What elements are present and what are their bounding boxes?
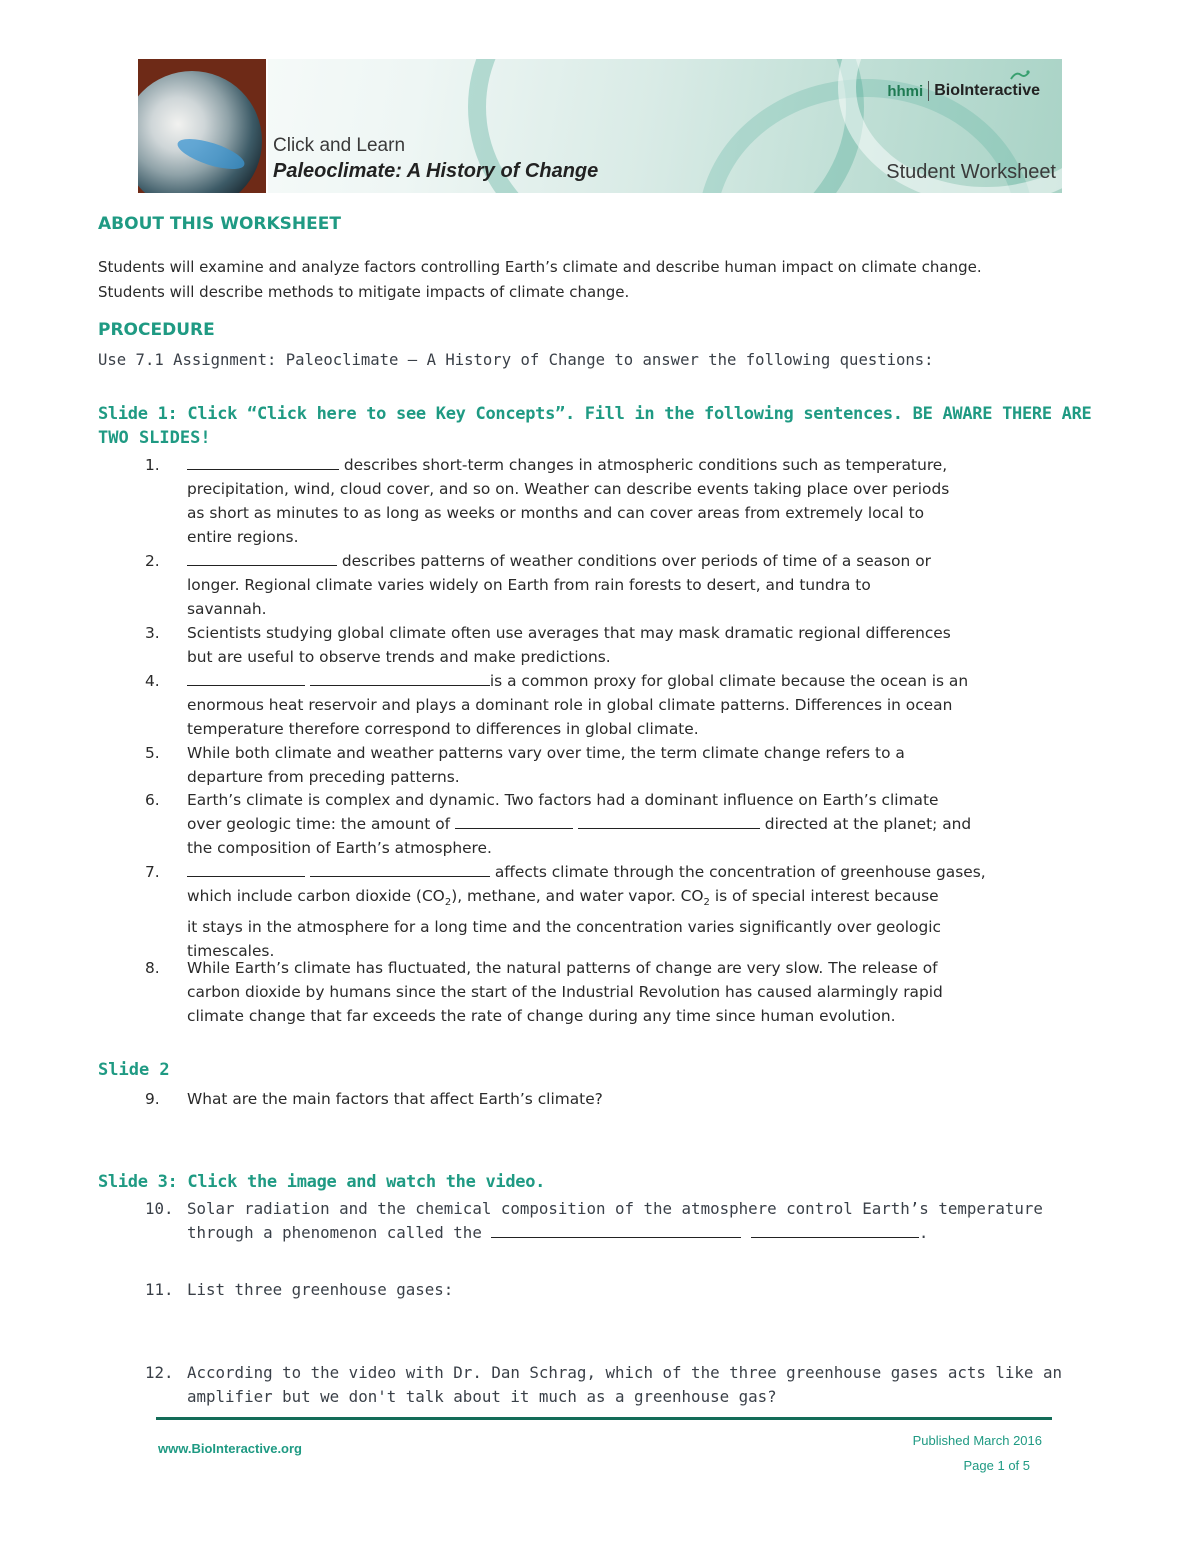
header-worksheet-title: Paleoclimate: A History of Change: [273, 160, 599, 182]
earth-globe-image: [138, 59, 266, 193]
answer-blank[interactable]: [455, 814, 573, 829]
question-text: is a common proxy for global climate because the ocean is an: [489, 672, 969, 690]
answer-blank[interactable]: [187, 671, 305, 686]
question-text: carbon dioxide by humans since the start of the Industrial Revolution has caused alarmingly rapid: [187, 983, 943, 1001]
question-text: longer. Regional climate varies widely on Earth from rain forests to desert, and tundra to: [187, 576, 871, 594]
logo-biointeractive-text: BioInteractive: [934, 82, 1040, 99]
question-text: departure from preceding patterns.: [187, 768, 460, 786]
question-text: entire regions.: [187, 528, 299, 546]
question-text: What are the main factors that affect Earth’s climate?: [187, 1090, 603, 1108]
question-text: which include carbon dioxide (CO: [187, 887, 445, 905]
answer-blank[interactable]: [187, 455, 339, 470]
question-text: over geologic time: the amount of: [187, 815, 451, 833]
question-number: 3.: [145, 624, 160, 642]
answer-blank[interactable]: [187, 551, 337, 566]
answer-blank[interactable]: [310, 671, 490, 686]
question-number: 9.: [145, 1090, 160, 1108]
lizard-icon: [1010, 69, 1030, 83]
question-text: affects climate through the concentration of greenhouse gases,: [494, 863, 986, 881]
slide2-heading: Slide 2: [98, 1060, 170, 1080]
answer-blank[interactable]: [578, 814, 760, 829]
question-number: 1.: [145, 456, 160, 474]
question-text: ), methane, and water vapor. CO: [451, 887, 704, 905]
question-text: describes short-term changes in atmospheric conditions such as temperature,: [343, 456, 948, 474]
slide1-heading-2: TWO SLIDES!: [98, 428, 211, 448]
question-text: While Earth’s climate has fluctuated, the natural patterns of change are very slow. The release of: [187, 959, 938, 977]
question-text: Scientists studying global climate often use averages that may mask dramatic regional differences: [187, 624, 951, 642]
question-number: 5.: [145, 744, 160, 762]
logo-divider: [928, 81, 929, 101]
banner-divider: [266, 59, 268, 193]
question-text: .: [918, 1223, 929, 1242]
question-number: 12.: [145, 1363, 174, 1382]
question-text: savannah.: [187, 600, 267, 618]
question-text: but are useful to observe trends and make predictions.: [187, 648, 611, 666]
slide1-heading: Slide 1: Click “Click here to see Key Concepts”. Fill in the following sentences. BE AWARE THERE ARE: [98, 404, 1092, 424]
footer-rule: [156, 1417, 1052, 1420]
question-text: amplifier but we don't talk about it much as a greenhouse gas?: [187, 1387, 777, 1406]
subscript: 2: [703, 897, 710, 909]
answer-blank[interactable]: [751, 1223, 919, 1238]
question-text: While both climate and weather patterns vary over time, the term climate change refers to a: [187, 744, 905, 762]
subscript: 2: [444, 897, 452, 909]
question-text: as short as minutes to as long as weeks or months and can cover areas from extremely local to: [187, 504, 925, 522]
about-line-1: Students will examine and analyze factors controlling Earth’s climate and describe human impact on climate change.: [98, 258, 982, 276]
question-text: timescales.: [187, 942, 275, 961]
question-text: the composition of Earth’s atmosphere.: [187, 839, 492, 857]
question-number: 2.: [145, 552, 160, 570]
question-text: describes patterns of weather conditions over periods of time of a season or: [341, 552, 931, 570]
question-text: climate change that far exceeds the rate of change during any time since human evolution.: [187, 1007, 896, 1025]
slide3-heading: Slide 3: Click the image and watch the video.: [98, 1172, 546, 1192]
question-number: 11.: [145, 1280, 174, 1299]
question-text: List three greenhouse gases:: [187, 1280, 454, 1299]
question-text: enormous heat reservoir and plays a dominant role in global climate patterns. Differences in ocean: [187, 696, 953, 714]
question-number: 8.: [145, 959, 160, 977]
about-line-2: Students will describe methods to mitigate impacts of climate change.: [98, 283, 630, 301]
footer-url[interactable]: www.BioInteractive.org: [158, 1441, 302, 1456]
question-number: 7.: [145, 863, 160, 881]
question-number: 6.: [145, 791, 160, 809]
header-student-worksheet: Student Worksheet: [886, 161, 1056, 183]
question-text: temperature therefore correspond to differences in global climate.: [187, 720, 699, 738]
question-text: precipitation, wind, cloud cover, and so on. Weather can describe events taking place over periods: [187, 480, 950, 498]
procedure-text: Use 7.1 Assignment: Paleoclimate – A History of Change to answer the following questions:: [98, 351, 934, 369]
question-text: directed at the planet; and: [764, 815, 972, 833]
footer-page-number: Page 1 of 5: [963, 1458, 1030, 1473]
procedure-heading: PROCEDURE: [98, 320, 215, 340]
question-text: According to the video with Dr. Dan Schrag, which of the three greenhouse gases acts like an: [187, 1363, 1062, 1382]
footer-published: Published March 2016: [912, 1433, 1042, 1448]
answer-blank[interactable]: [310, 862, 490, 877]
question-text: Earth’s climate is complex and dynamic. Two factors had a dominant influence on Earth’s climate: [187, 791, 939, 809]
logo-hhmi-text: hhmi: [887, 82, 924, 100]
header-series-title: Click and Learn: [273, 135, 406, 156]
header-banner: [138, 59, 1062, 193]
question-number: 10.: [145, 1199, 174, 1218]
question-number: 4.: [145, 672, 160, 690]
hhmi-biointeractive-logo: [887, 81, 1040, 101]
question-text: through a phenomenon called the: [187, 1223, 482, 1242]
answer-blank[interactable]: [491, 1223, 741, 1238]
answer-blank[interactable]: [187, 862, 305, 877]
about-heading: ABOUT THIS WORKSHEET: [98, 214, 341, 234]
question-text: it stays in the atmosphere for a long time and the concentration varies significantly over geologic: [187, 918, 941, 937]
question-text: is of special interest because: [709, 887, 939, 905]
question-text: Solar radiation and the chemical composition of the atmosphere control Earth’s temperature: [187, 1199, 1043, 1218]
